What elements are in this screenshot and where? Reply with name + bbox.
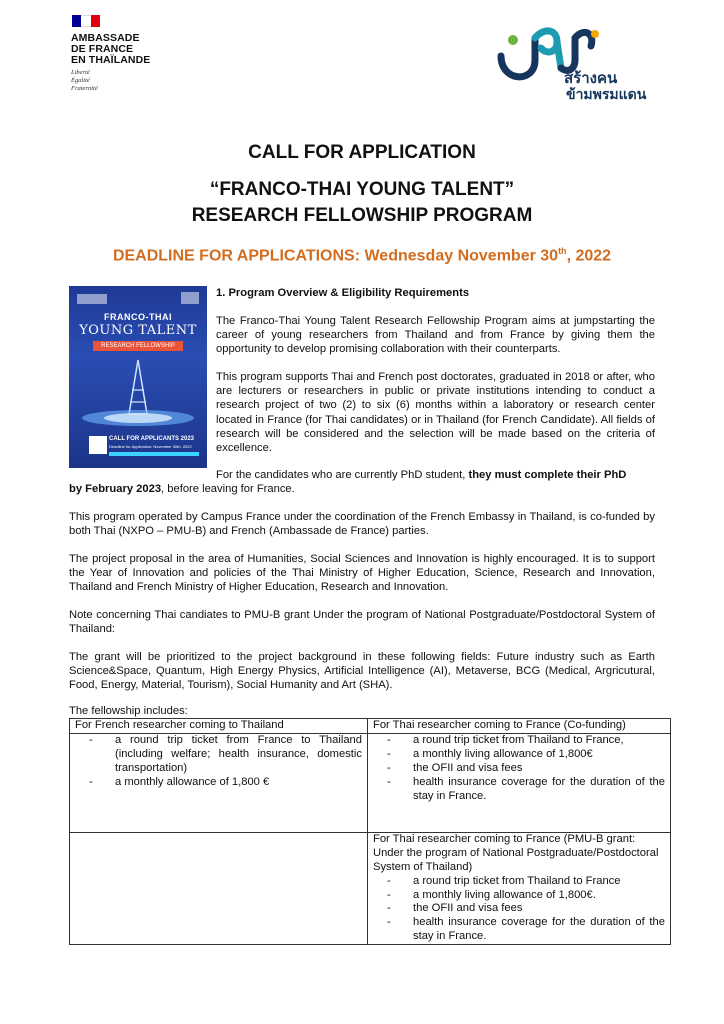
table-cell-thai-pmub-benefits xyxy=(368,832,671,944)
paragraph-phd-note: For the candidates who are currently PhD student, they must complete their PhD by February 2023, before leaving for France. xyxy=(69,469,627,496)
poster-badge: RESEARCH FELLOWSHIP xyxy=(93,341,183,351)
fellowship-includes-label: The fellowship includes: xyxy=(69,705,188,717)
poster-title-line2: YOUNG TALENT xyxy=(79,323,197,338)
poster-partner-logo-icon xyxy=(181,292,199,304)
partner-logo-text-line1: สร้างคน xyxy=(564,70,618,87)
eiffel-tower-illustration-icon xyxy=(69,358,207,428)
embassy-name-line3: EN THAÏLANDE xyxy=(71,54,151,66)
table-header-french: For French researcher coming to Thailand xyxy=(70,719,368,734)
french-flag-icon xyxy=(72,15,100,27)
poster-qr-code-icon xyxy=(89,436,107,454)
list-item: - the OFII and visa fees xyxy=(413,762,665,776)
pmub-grant-title: For Thai researcher coming to France (PMU-B grant: Under the program of National Postgraduate/Postdoctoral System of Thailand) xyxy=(373,832,659,873)
table-cell-thai-cofunding-benefits xyxy=(368,733,671,832)
poster-deadline-text: Deadline for Application: November 30th, 2022 xyxy=(109,444,192,449)
list-item: - health insurance coverage for the duration of the stay in France. xyxy=(413,776,665,804)
paragraph-operation: This program operated by Campus France under the coordination of the French Embassy in Thailand, is co-funded by both Thai (NXPO – PMU-B) and French (Ambassade de France) parties. xyxy=(69,511,655,538)
call-title: CALL FOR APPLICATION xyxy=(248,142,476,163)
poster-link-bar xyxy=(109,452,199,456)
motto-egalite: Égalité xyxy=(71,77,90,84)
poster-embassy-logo-icon xyxy=(77,294,107,304)
list-item: - a round trip ticket from Thailand to France, xyxy=(413,734,665,748)
table-header-thai-cofunding: For Thai researcher coming to France (Co-funding) xyxy=(368,719,671,734)
paragraph-eligibility: This program supports Thai and French post doctorates, graduated in 2018 or after, who are lecturers or researchers in public or private institutions intending to conduct a research project of two (2) to six (6) months within a laboratory or research center located in France (for Thai candidates) or in Thailand (for French Candidate). All fields of research will be considered and the selection will be made based on the criteria of excellence. xyxy=(216,371,655,455)
motto-liberte: Liberté xyxy=(71,69,90,76)
table-row xyxy=(70,832,671,944)
embassy-name-line1: AMBASSADE xyxy=(71,32,140,44)
poster-call-text: CALL FOR APPLICANTS 2023 xyxy=(109,436,195,442)
table-row xyxy=(70,733,671,832)
paragraph-priority-fields: The grant will be prioritized to the project background in these following fields: Future industry such as Earth Science&Space, Quantum, High Energy Physics, Artificial Intelligence (AI), Metaverse, BCG (Medical, Argricutural, Food, Energy, Material, Tourism), Social Humanity and Art (SHA). xyxy=(69,651,655,692)
section-heading: 1. Program Overview & Eligibility Requirements xyxy=(216,287,470,299)
program-title-line2: RESEARCH FELLOWSHIP PROGRAM xyxy=(191,205,533,226)
program-title-line1: “FRANCO-THAI YOUNG TALENT” xyxy=(209,179,515,200)
list-item: - a monthly living allowance of 1,800€. xyxy=(413,889,665,903)
list-item: - a round trip ticket from Thailand to France xyxy=(413,875,665,889)
list-item: - a monthly living allowance of 1,800€ xyxy=(413,748,665,762)
list-item: - a round trip ticket from France to Thailand (including welfare; health insurance, domestic transportation) xyxy=(115,734,362,776)
list-item: - the OFII and visa fees xyxy=(413,902,665,916)
deadline-heading: DEADLINE FOR APPLICATIONS: Wednesday November 30th, 2022 xyxy=(112,246,612,265)
fellowship-table xyxy=(69,718,671,945)
embassy-name-line2: DE FRANCE xyxy=(71,43,134,55)
list-item: - a monthly allowance of 1,800 € xyxy=(115,776,362,790)
program-poster-image xyxy=(69,286,207,468)
table-cell-french-benefits xyxy=(70,733,368,832)
paragraph-overview: The Franco-Thai Young Talent Research Fellowship Program aims at jumpstarting the career of young researchers from Thailand and from France by giving them the opportunity to develop promising collaboration with their counterparts. xyxy=(216,315,655,356)
list-item: - health insurance coverage for the duration of the stay in France. xyxy=(413,916,665,944)
poster-title-line1: FRANCO-THAI xyxy=(104,312,172,322)
table-cell-empty xyxy=(70,832,368,944)
paragraph-pmub-note: Note concerning Thai candiates to PMU-B grant Under the program of National Postgraduate/Postdoctoral System of Thailand: xyxy=(69,609,655,636)
paragraph-humanities: The project proposal in the area of Humanities, Social Sciences and Innovation is highly encouraged. It is to support the Year of Innovation and policies of the Thai Ministry of Higher Education, Science, Research and Innovation, Thailand and French Ministry of Higher Education, Research and Innovation. xyxy=(69,553,655,594)
table-header-row xyxy=(70,719,671,734)
motto-fraternite: Fraternité xyxy=(71,85,98,92)
partner-logo-text-line2: ข้ามพรมแดน xyxy=(566,86,647,102)
